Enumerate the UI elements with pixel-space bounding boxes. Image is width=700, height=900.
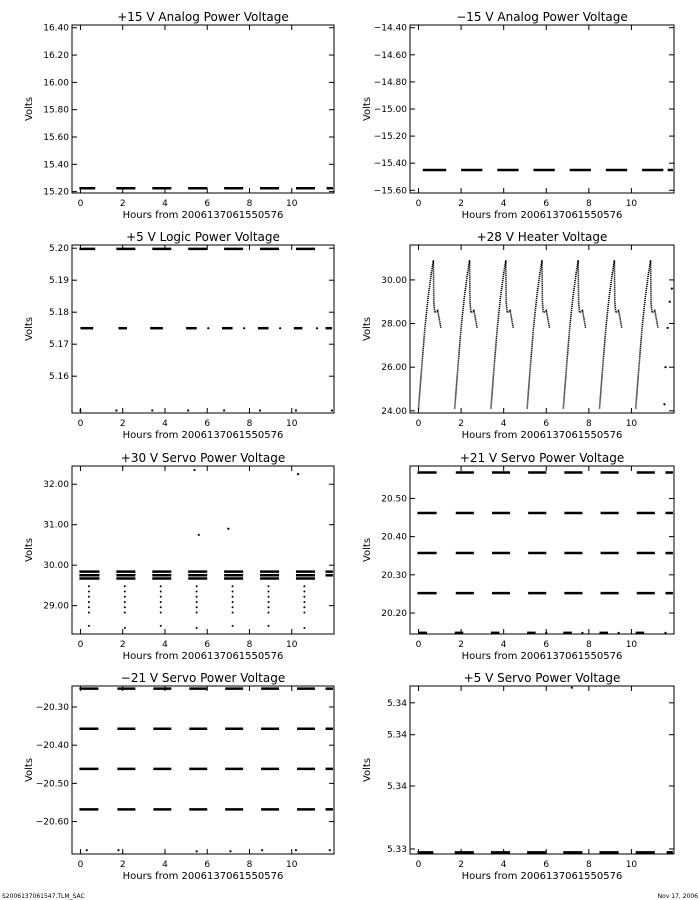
data-point	[268, 601, 270, 603]
y-tick-label: 5.17	[48, 340, 69, 351]
x-tick-label: 2	[458, 860, 464, 870]
data-point	[160, 625, 162, 627]
x-tick-label: 8	[246, 860, 253, 870]
chart-title: +21 V Servo Power Voltage	[459, 451, 625, 465]
data-point	[243, 327, 245, 329]
x-tick-label: 10	[286, 640, 298, 650]
data-point	[259, 409, 261, 411]
y-tick-label: 5.18	[48, 308, 69, 319]
y-tick-label: 30.00	[43, 561, 69, 572]
y-tick-label: 20.50	[381, 494, 407, 505]
y-tick-label: 15.60	[43, 133, 69, 143]
data-point	[268, 590, 270, 592]
data-point	[316, 327, 318, 329]
data-point	[331, 409, 333, 411]
y-axis-label: Volts	[24, 96, 35, 122]
data-point	[303, 585, 305, 587]
x-tick-label: 0	[415, 419, 422, 429]
x-tick-label: 10	[625, 199, 638, 209]
x-tick-label: 10	[625, 860, 638, 870]
data-point	[232, 585, 234, 587]
x-tick-label: 2	[119, 199, 126, 209]
data-point	[160, 612, 162, 614]
x-tick-label: 4	[500, 199, 507, 209]
data-point	[571, 687, 573, 689]
y-tick-label: 29.00	[43, 601, 69, 612]
data-point	[295, 849, 297, 851]
data-point	[86, 849, 88, 851]
y-axis-label: Volts	[362, 537, 373, 563]
y-tick-label: 15.80	[43, 105, 69, 116]
y-tick-label: −14.80	[373, 77, 407, 88]
x-tick-label: 8	[585, 860, 592, 870]
data-point	[160, 585, 162, 587]
y-tick-label: 20.40	[381, 532, 407, 543]
data-point	[160, 596, 162, 598]
data-point	[124, 606, 126, 608]
data-point	[303, 596, 305, 598]
x-tick-label: 2	[458, 199, 464, 209]
x-tick-label: 4	[162, 860, 168, 870]
x-tick-label: 2	[458, 640, 464, 650]
y-axis-label: Volts	[362, 96, 373, 122]
data-point	[88, 601, 90, 603]
data-point	[196, 590, 198, 592]
data-point	[232, 596, 234, 598]
y-tick-label: 16.20	[43, 51, 69, 62]
chart-title: −21 V Servo Power Voltage	[120, 671, 286, 685]
y-axis-label: Volts	[24, 316, 35, 342]
x-tick-label: 10	[286, 860, 298, 870]
chart-title: +5 V Logic Power Voltage	[126, 230, 280, 244]
y-tick-label: 16.00	[43, 78, 69, 89]
y-tick-label: −20.30	[35, 703, 69, 713]
data-point	[268, 596, 270, 598]
x-tick-label: 2	[119, 640, 126, 650]
x-tick-label: 4	[500, 419, 507, 429]
x-tick-label: 0	[77, 419, 84, 429]
data-point	[303, 606, 305, 608]
data-point	[117, 849, 119, 851]
y-tick-label: −15.00	[373, 105, 407, 115]
data-point	[196, 612, 198, 614]
data-point	[581, 632, 583, 634]
y-axis-label: Volts	[24, 537, 35, 563]
y-tick-label: 5.34	[386, 698, 407, 709]
x-tick-label: 2	[119, 419, 126, 429]
x-tick-label: 6	[204, 860, 211, 870]
x-tick-label: 0	[415, 860, 422, 870]
data-point	[198, 534, 200, 536]
data-point	[618, 632, 620, 634]
y-tick-label: 15.40	[43, 160, 69, 171]
data-point	[124, 596, 126, 598]
chart-title: +5 V Servo Power Voltage	[463, 671, 621, 685]
y-tick-label: −20.50	[35, 779, 69, 790]
y-tick-label: −15.20	[373, 132, 407, 143]
data-point	[124, 627, 126, 629]
y-tick-label: −20.60	[35, 817, 69, 828]
y-tick-label: 5.20	[48, 244, 69, 255]
x-tick-label: 8	[585, 199, 592, 209]
data-point	[261, 849, 263, 851]
y-tick-label: −15.60	[373, 186, 407, 197]
y-tick-label: 5.19	[48, 276, 69, 287]
x-axis-label: Hours from 2006137061550576	[122, 651, 284, 662]
x-tick-label: 6	[204, 419, 211, 429]
y-tick-label: 31.00	[43, 520, 69, 531]
y-tick-label: 15.20	[43, 187, 69, 198]
y-tick-label: 16.40	[43, 23, 69, 34]
data-point	[88, 606, 90, 608]
chart-title: +28 V Heater Voltage	[476, 230, 608, 244]
x-tick-label: 4	[500, 640, 507, 650]
data-point	[88, 612, 90, 614]
x-tick-label: 4	[162, 419, 168, 429]
x-tick-label: 8	[585, 640, 592, 650]
data-point	[268, 625, 270, 627]
y-tick-label: 28.00	[381, 319, 407, 330]
y-tick-label: −14.60	[373, 50, 407, 61]
data-point	[232, 612, 234, 614]
data-point	[279, 327, 281, 329]
x-tick-label: 6	[204, 199, 211, 209]
data-point	[207, 327, 209, 329]
data-point	[303, 590, 305, 592]
data-point	[268, 585, 270, 587]
data-point	[88, 625, 90, 627]
data-point	[664, 366, 666, 368]
x-tick-label: 4	[500, 860, 507, 870]
y-tick-label: 32.00	[43, 480, 69, 491]
x-tick-label: 8	[246, 640, 253, 650]
y-tick-label: 30.00	[381, 275, 407, 286]
data-point	[663, 403, 665, 405]
data-point	[232, 601, 234, 603]
x-axis-label: Hours from 2006137061550576	[122, 871, 284, 882]
x-tick-label: 10	[286, 419, 298, 429]
x-tick-label: 6	[543, 419, 550, 429]
data-point	[229, 850, 231, 852]
data-point	[196, 606, 198, 608]
data-point	[227, 528, 229, 530]
x-tick-label: 4	[162, 640, 168, 650]
data-point	[160, 606, 162, 608]
data-point	[232, 606, 234, 608]
data-point	[268, 612, 270, 614]
data-point	[124, 590, 126, 592]
data-point	[124, 585, 126, 587]
data-point	[303, 627, 305, 629]
y-axis-label: Volts	[24, 757, 35, 783]
data-point	[124, 601, 126, 603]
y-tick-label: −20.40	[35, 741, 69, 752]
x-tick-label: 8	[246, 419, 253, 429]
x-tick-label: 6	[543, 860, 550, 870]
x-axis-label: Hours from 2006137061550576	[122, 430, 284, 441]
data-point	[160, 601, 162, 603]
x-tick-label: 6	[543, 640, 550, 650]
y-tick-label: 20.30	[381, 570, 407, 581]
x-tick-label: 0	[77, 860, 84, 870]
data-point	[297, 473, 299, 475]
data-point	[303, 601, 305, 603]
x-tick-label: 4	[162, 199, 168, 209]
footer-left: S2006137061547.TLM_SAC	[2, 893, 85, 900]
x-tick-label: 10	[625, 640, 638, 650]
y-tick-label: 5.34	[386, 781, 407, 792]
data-point	[669, 301, 671, 303]
data-point	[268, 606, 270, 608]
data-point	[88, 590, 90, 592]
y-axis-label: Volts	[362, 316, 373, 342]
x-tick-label: 0	[77, 199, 84, 209]
data-point	[295, 409, 297, 411]
data-point	[193, 469, 195, 471]
data-point	[196, 601, 198, 603]
y-tick-label: 5.33	[386, 844, 407, 855]
data-point	[196, 596, 198, 598]
data-point	[223, 409, 225, 411]
x-axis-label: Hours from 2006137061550576	[461, 430, 623, 441]
data-point	[196, 850, 198, 852]
data-point	[88, 585, 90, 587]
data-point	[151, 409, 153, 411]
y-tick-label: −15.40	[373, 159, 407, 170]
x-axis-label: Hours from 2006137061550576	[461, 871, 623, 882]
data-point	[671, 288, 673, 290]
x-axis-label: Hours from 2006137061550576	[461, 210, 623, 221]
chart-title: −15 V Analog Power Voltage	[456, 10, 628, 24]
y-tick-label: 26.00	[381, 363, 407, 374]
x-tick-label: 8	[246, 199, 253, 209]
data-point	[124, 612, 126, 614]
data-point	[232, 625, 234, 627]
data-point	[664, 632, 666, 634]
data-point	[329, 849, 331, 851]
chart-title: +15 V Analog Power Voltage	[117, 10, 289, 24]
data-point	[545, 632, 547, 634]
data-point	[232, 590, 234, 592]
data-point	[88, 596, 90, 598]
x-tick-label: 10	[625, 419, 638, 429]
y-tick-label: 24.00	[381, 406, 407, 417]
data-point	[196, 585, 198, 587]
x-tick-label: 6	[543, 199, 550, 209]
y-tick-label: 5.34	[386, 730, 407, 741]
y-tick-label: −14.40	[373, 23, 407, 34]
x-tick-label: 8	[585, 419, 592, 429]
data-point	[160, 590, 162, 592]
x-tick-label: 0	[77, 640, 84, 650]
data-point	[115, 409, 117, 411]
data-point	[196, 627, 198, 629]
data-point	[303, 612, 305, 614]
y-tick-label: 20.20	[381, 609, 407, 619]
footer-right: Nov 17, 2006	[657, 893, 698, 900]
x-tick-label: 6	[204, 640, 211, 650]
x-tick-label: 2	[119, 860, 126, 870]
data-point	[79, 409, 81, 411]
x-tick-label: 0	[415, 199, 422, 209]
chart-title: +30 V Servo Power Voltage	[120, 451, 286, 465]
y-tick-label: 5.16	[48, 372, 69, 383]
x-tick-label: 10	[286, 199, 298, 209]
x-tick-label: 2	[458, 419, 464, 429]
data-point	[667, 327, 669, 329]
y-axis-label: Volts	[362, 757, 373, 783]
x-axis-label: Hours from 2006137061550576	[122, 210, 284, 221]
data-point	[187, 409, 189, 411]
x-axis-label: Hours from 2006137061550576	[461, 651, 623, 662]
x-tick-label: 0	[415, 640, 422, 650]
